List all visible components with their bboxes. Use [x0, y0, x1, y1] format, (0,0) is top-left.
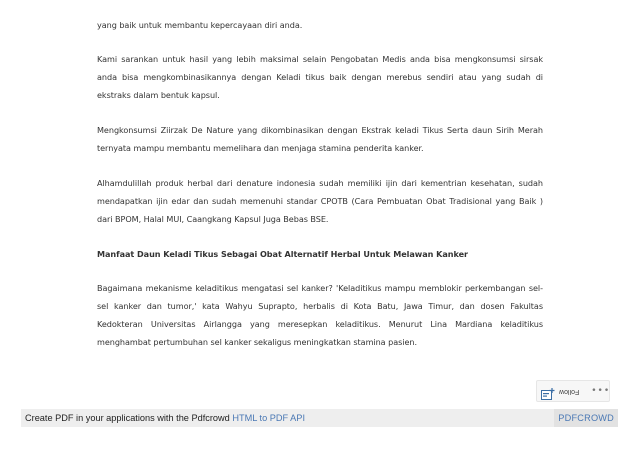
footer-prefix: Create PDF in your applications with the Pdfcrowd: [25, 413, 233, 423]
html-to-pdf-api-link[interactable]: HTML to PDF API: [232, 413, 305, 423]
footer-text: [25, 409, 305, 427]
pdfcrowd-brand-link[interactable]: PDFCROWD: [554, 409, 618, 427]
more-options-icon[interactable]: •••: [591, 386, 611, 396]
follow-button-label[interactable]: Follow: [559, 387, 580, 395]
suggestion-paragraph: Kami sarankan untuk hasil yang lebih maksimal selain Pengobatan Medis anda bisa mengkonsumsi sirsak anda bisa mengkombinasikannya dengan Keladi tikus baik dengan merebus sendiri atau yang sudah di ekstraks dalam bentuk kapsul.: [97, 54, 543, 100]
intro-tail-paragraph: yang baik untuk membantu kepercayaan diri anda.: [97, 20, 303, 30]
pdf-footer-bar: [21, 409, 618, 427]
benefit-heading: Manfaat Daun Keladi Tikus Sebagai Obat Alternatif Herbal Untuk Melawan Kanker: [97, 249, 468, 259]
follow-icon: [541, 385, 555, 397]
permit-paragraph: Alhamdulillah produk herbal dari denature indonesia sudah memiliki ijin dari kementrian kesehatan, sudah mendapatkan ijin edar dan sudah memenuhi standar CPOTB (Cara Pembuatan Obat Tradisional yang Baik ) dari BPOM, Halal MUI, Caangkang Kapsul Juga Bebas BSE.: [97, 178, 543, 224]
ziirzak-paragraph: Mengkonsumsi Ziirzak De Nature yang dikombinasikan dengan Ekstrak keladi Tikus Serta daun Sirih Merah ternyata mampu membantu memelihara dan menjaga stamina penderita kanker.: [97, 125, 543, 153]
mechanism-paragraph: Bagaimana mekanisme keladitikus mengatasi sel kanker? 'Keladitikus mampu memblokir perkembangan sel-sel kanker dan tumor,' kata Wahyu Suprapto, herbalis di Kota Batu, Jawa Timur, dan dosen Fakultas Kedokteran Universitas Airlangga yang meresepkan keladitikus. Menurut Lina Mardiana keladitikus menghambat pertumbuhan sel kanker sekaligus meningkatkan stamina pasien.: [97, 283, 543, 347]
article-body: [97, 16, 543, 368]
follow-widget[interactable]: [536, 380, 610, 402]
